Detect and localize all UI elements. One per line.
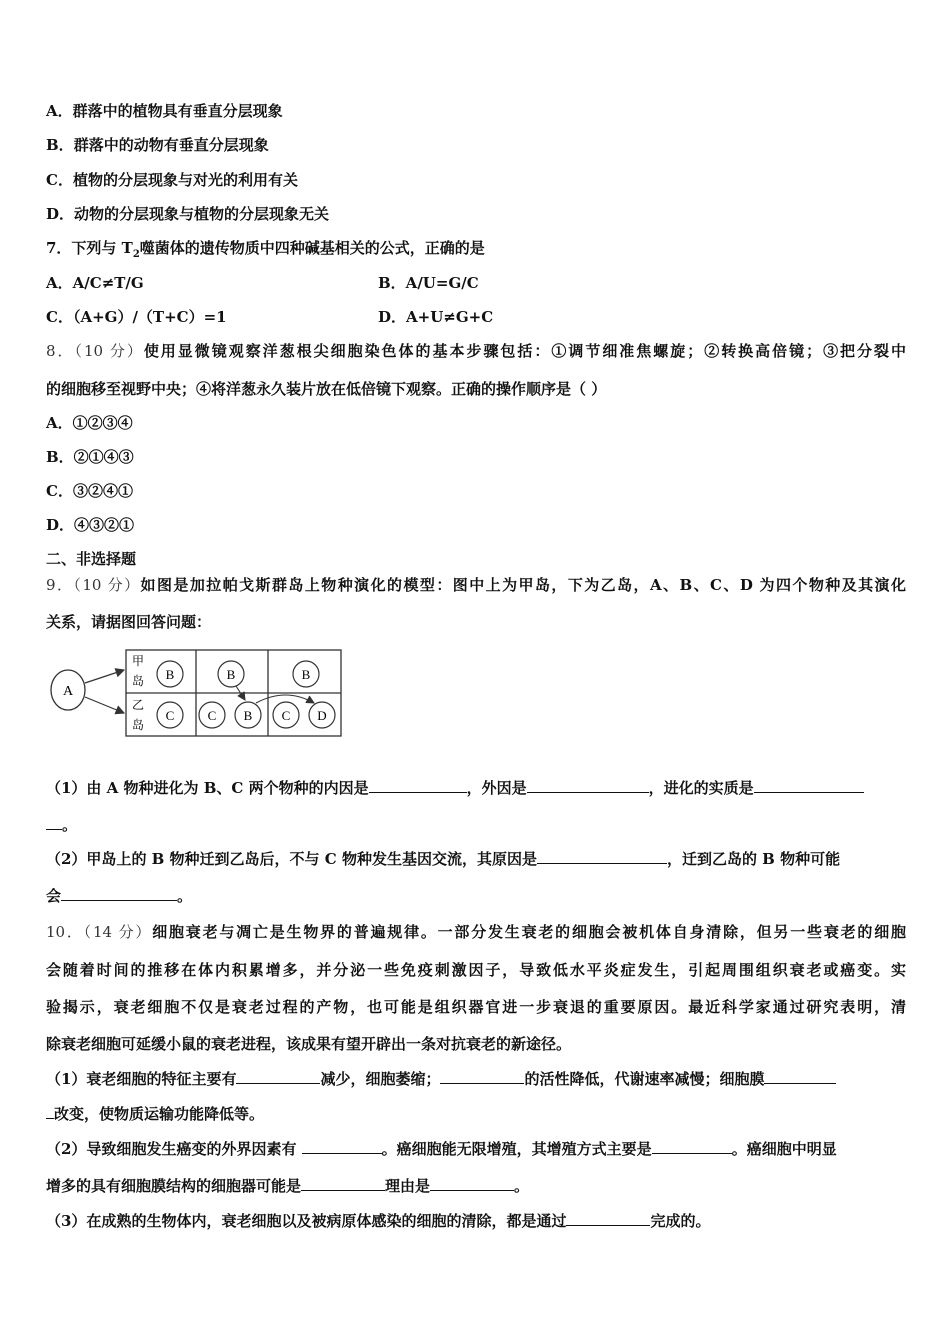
q9-stem-line1: 9．（10 分）如图是加拉帕戈斯群岛上物种演化的模型：图中上为甲岛，下为乙岛，A、B、C、D 为四个物种及其演化 xyxy=(46,576,906,594)
q7-option-c: C．（A+G）/（T+C）=1 xyxy=(46,308,227,326)
q10-p1-blank2[interactable] xyxy=(440,1069,524,1084)
species-a-label: A xyxy=(62,684,74,699)
q7-option-d: D．A+U≠G+C xyxy=(378,308,494,326)
q10-p2-blank4[interactable] xyxy=(430,1176,514,1191)
col2-bottom-c-label: C xyxy=(207,708,217,723)
q10-stem-line4: 除衰老细胞可延缓小鼠的衰老进程，该成果有望开辟出一条对抗衰老的新途径。 xyxy=(46,1035,572,1053)
q8-option-d: D．④③②① xyxy=(46,516,135,534)
q6-option-d: D．动物的分层现象与植物的分层现象无关 xyxy=(46,205,330,223)
col2-top-b-label: B xyxy=(226,667,236,682)
island-top-char2: 岛 xyxy=(131,674,145,688)
q9-part1-line2: 。 xyxy=(46,815,77,835)
island-top-char1: 甲 xyxy=(131,654,145,668)
q9-p1-blank3-cont[interactable] xyxy=(46,815,62,830)
q6-option-c: C．植物的分层现象与对光的利用有关 xyxy=(46,171,298,189)
q10-stem-line1: 10．（14 分）细胞衰老与凋亡是生物界的普遍规律。一部分发生衰老的细胞会被机体自身清除，但另一些衰老的细胞 xyxy=(46,923,906,941)
q9-p1-blank2[interactable] xyxy=(527,778,649,793)
arrow-a-to-bottom xyxy=(85,697,124,713)
q10-part1-line1: （1）衰老细胞的特征主要有 减少，细胞萎缩； 的活性降低，代谢速率减慢；细胞膜 xyxy=(46,1069,836,1089)
q10-p1-blank3-cont[interactable] xyxy=(46,1104,54,1119)
q9-p1-blank3[interactable] xyxy=(754,778,864,793)
col3-bottom-d-label: D xyxy=(317,708,327,723)
q10-p2-blank2[interactable] xyxy=(652,1139,732,1154)
q7-option-b: B．A/U=G/C xyxy=(378,274,479,292)
q6-option-b: B．群落中的动物有垂直分层现象 xyxy=(46,136,269,154)
section-heading: 二、非选择题 xyxy=(46,550,137,568)
arrow-a-to-top xyxy=(85,670,124,683)
q10-stem-line2: 会随着时间的推移在体内积累增多，并分泌一些免疫刺激因子，导致低水平炎症发生，引起周围组织衰老或癌变。实 xyxy=(46,961,906,979)
q9-stem-line2: 关系，请据图回答问题： xyxy=(46,613,212,631)
q9-p1-blank1[interactable] xyxy=(369,778,467,793)
q7-option-a: A．A/C≠T/G xyxy=(46,274,144,292)
q8-option-b: B．②①④③ xyxy=(46,448,134,466)
col3-top-b-label: B xyxy=(301,667,311,682)
q10-p2-blank3[interactable] xyxy=(301,1176,385,1191)
q9-part1-line1: （1）由 A 物种进化为 B、C 两个物种的内因是 ，外因是 ，进化的实质是 xyxy=(46,778,864,798)
q6-option-a: A．群落中的植物具有垂直分层现象 xyxy=(46,102,283,120)
q10-part1-line2: 改变，使物质运输功能降低等。 xyxy=(46,1104,264,1124)
col2-bottom-b-label: B xyxy=(243,708,253,723)
q10-part2-line2: 增多的具有细胞膜结构的细胞器可能是 理由是 。 xyxy=(46,1177,530,1195)
q10-p1-blank1[interactable] xyxy=(236,1069,320,1084)
col1-top-b-label: B xyxy=(165,667,175,682)
q8-option-c: C．③②④① xyxy=(46,482,133,500)
col3-bottom-c-label: C xyxy=(281,708,291,723)
q10-p3-blank1[interactable] xyxy=(566,1211,650,1226)
island-bottom-char1: 乙 xyxy=(131,698,145,712)
q9-part2-line2: 会 。 xyxy=(46,887,193,905)
q10-part3: （3）在成熟的生物体内，衰老细胞以及被病原体感染的细胞的清除，都是通过 完成的。 xyxy=(46,1212,711,1230)
q10-p2-blank1[interactable] xyxy=(302,1139,382,1154)
q9-p2-blank2[interactable] xyxy=(61,886,177,901)
col1-bottom-c-label: C xyxy=(165,708,175,723)
species-evolution-diagram xyxy=(48,645,348,741)
q8-stem-line1: 8．（10 分）使用显微镜观察洋葱根尖细胞染色体的基本步骤包括：①调节细准焦螺旋；②转换高倍镜；③把分裂中 xyxy=(46,342,907,360)
island-bottom-char2: 岛 xyxy=(131,718,145,732)
q10-stem-line3: 验揭示，衰老细胞不仅是衰老过程的产物，也可能是组织器官进一步衰退的重要原因。最近科学家通过研究表明，清 xyxy=(46,998,906,1016)
q9-part2-line1: （2）甲岛上的 B 物种迁到乙岛后，不与 C 物种发生基因交流，其原因是 ，迁到乙岛的 B 物种可能 xyxy=(46,850,841,868)
q8-option-a: A．①②③④ xyxy=(46,414,133,432)
q10-p1-blank3[interactable] xyxy=(764,1069,836,1084)
q9-p2-blank1[interactable] xyxy=(537,849,667,864)
q7-stem: 7．下列与 $T_2$噬菌体的遗传物质中四种碱基相关的公式，正确的是 xyxy=(46,239,485,260)
q10-part2-line1: （2）导致细胞发生癌变的外界因素有 。癌细胞能无限增殖，其增殖方式主要是 。癌细胞中明显 xyxy=(46,1140,837,1158)
q8-stem-line2: 的细胞移至视野中央；④将洋葱永久装片放在低倍镜下观察。正确的操作顺序是（ ） xyxy=(46,380,607,398)
